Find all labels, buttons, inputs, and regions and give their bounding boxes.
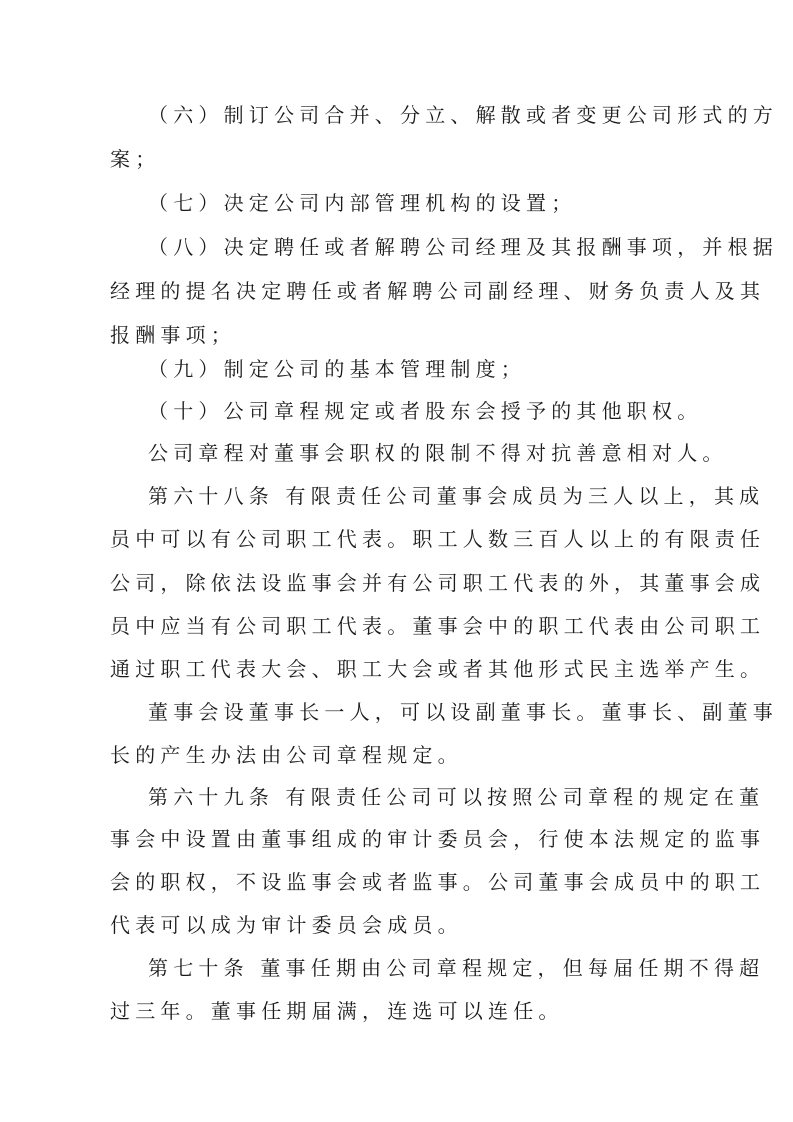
text-line: 员中应当有公司职工代表。董事会中的职工代表由公司职工: [110, 614, 766, 638]
text-line: 报酬事项；: [110, 323, 236, 347]
text-line: （八）决定聘任或者解聘公司经理及其报酬事项，并根据: [148, 235, 778, 259]
text-line: 公司章程对董事会职权的限制不得对抗善意相对人。: [148, 441, 728, 465]
text-line: （十）公司章程规定或者股东会授予的其他职权。: [148, 399, 703, 423]
text-line: 第六十八条 有限责任公司董事会成员为三人以上，其成: [148, 484, 765, 508]
text-line: 案；: [110, 147, 161, 171]
text-line: （七）决定公司内部管理机构的设置；: [148, 191, 577, 215]
text-line: 第七十条 董事任期由公司章程规定，但每届任期不得超: [148, 956, 765, 980]
text-line: 会的职权，不设监事会或者监事。公司董事会成员中的职工: [110, 870, 766, 894]
text-line: 通过职工代表大会、职工大会或者其他形式民主选举产生。: [110, 657, 766, 681]
text-line: 事会中设置由董事组成的审计委员会，行使本法规定的监事: [110, 827, 766, 851]
text-line: 董事会设董事长一人，可以设副董事长。董事长、副董事: [148, 700, 778, 724]
text-line: 长的产生办法由公司章程规定。: [110, 743, 463, 767]
text-line: 公司，除依法设监事会并有公司职工代表的外，其董事会成: [110, 571, 766, 595]
text-line: 员中可以有公司职工代表。职工人数三百人以上的有限责任: [110, 527, 766, 551]
text-line: 经理的提名决定聘任或者解聘公司副经理、财务负责人及其: [110, 279, 766, 303]
text-line: 过三年。董事任期届满，连选可以连任。: [110, 999, 564, 1023]
text-line: 代表可以成为审计委员会成员。: [110, 913, 463, 937]
text-line: （六）制订公司合并、分立、解散或者变更公司形式的方: [148, 103, 778, 127]
text-line: （九）制定公司的基本管理制度；: [148, 357, 526, 381]
text-line: 第六十九条 有限责任公司可以按照公司章程的规定在董: [148, 785, 765, 809]
